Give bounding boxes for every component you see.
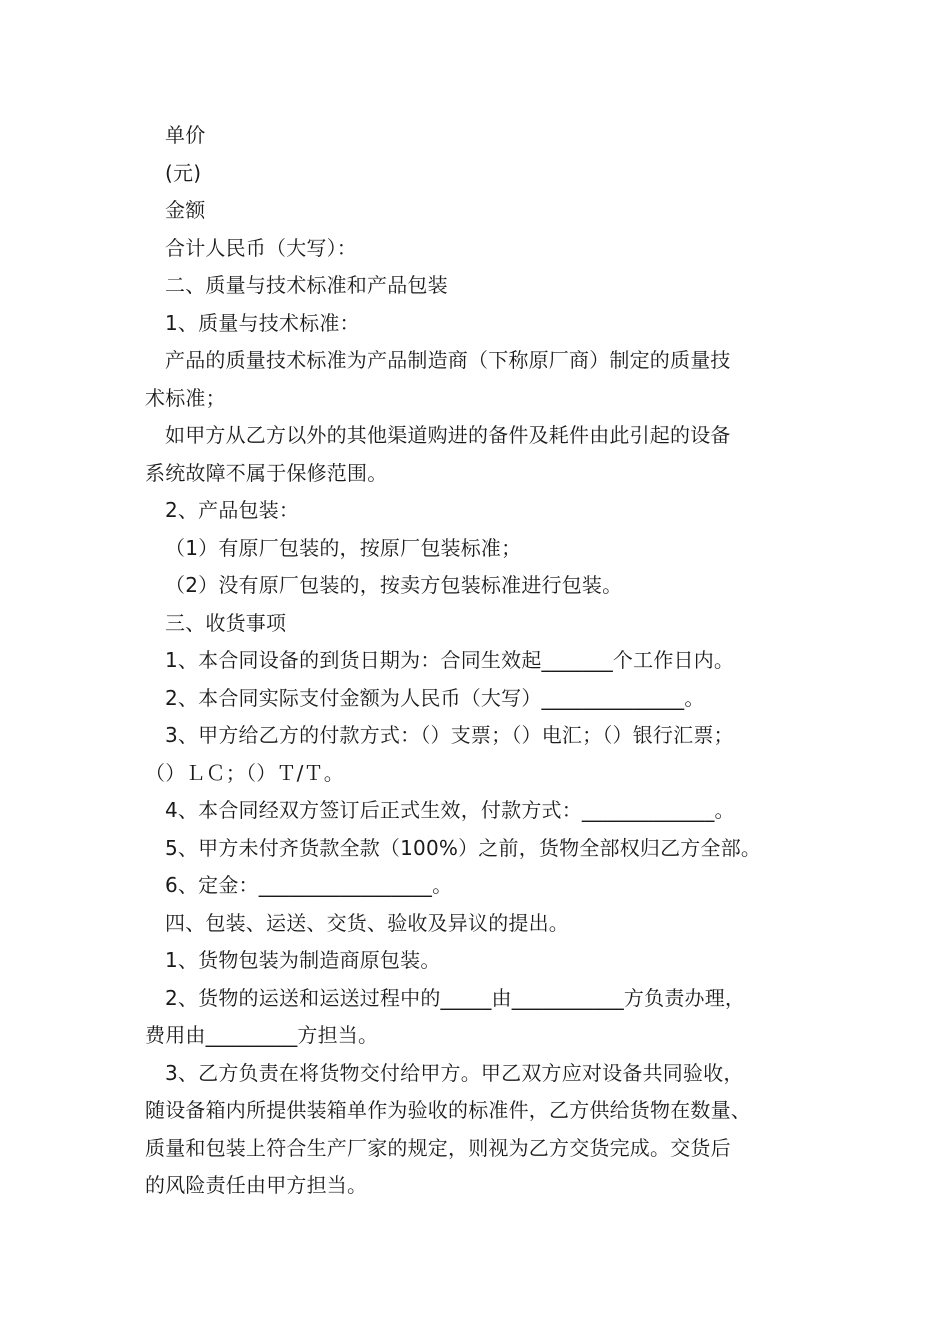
paragraph-line: 产品的质量技术标准为产品制造商（下称原厂商）制定的质量技	[165, 348, 731, 372]
paragraph-line: 质量和包装上符合生产厂家的规定，则视为乙方交货完成。交货后	[145, 1135, 731, 1160]
document-body	[145, 117, 825, 1205]
clause-line: 4、本合同经双方签订后正式生效，付款方式：_____________。	[165, 798, 735, 822]
text-line: 金额	[165, 198, 206, 222]
list-item: （2）没有原厂包装的，按卖方包装标准进行包装。	[165, 573, 623, 597]
section-heading: 四、包装、运送、交货、验收及异议的提出。	[165, 910, 569, 935]
section-heading: 三、收货事项	[165, 610, 287, 635]
clause-line: 2、本合同实际支付金额为人民币（大写）______________。	[165, 685, 705, 710]
clause-line: 1、本合同设备的到货日期为：合同生效起_______个工作日内。	[165, 648, 735, 672]
subsection-heading: 1、质量与技术标准：	[165, 310, 360, 335]
paragraph-line: 3、乙方负责在将货物交付给甲方。甲乙双方应对设备共同验收，	[165, 1060, 744, 1085]
text-line: 单价	[165, 123, 206, 147]
clause-line: 1、货物包装为制造商原包装。	[165, 948, 441, 972]
paragraph-line: 系统故障不属于保修范围。	[145, 460, 388, 485]
clause-line: 6、定金：_________________。	[165, 873, 453, 897]
text-line: 合计人民币（大写）：	[165, 235, 357, 260]
list-item: （1）有原厂包装的，按原厂包装标准；	[165, 535, 522, 560]
clause-line: 费用由_________方担当。	[145, 1023, 379, 1047]
clause-line: 3、甲方给乙方的付款方式：（）支票；（）电汇；（）银行汇票；	[165, 723, 734, 747]
paragraph-line: 术标准；	[145, 385, 226, 410]
paragraph-line: 随设备箱内所提供装箱单作为验收的标准件，乙方供给货物在数量、	[145, 1098, 751, 1122]
paragraph-line: 如甲方从乙方以外的其他渠道购进的备件及耗件由此引起的设备	[165, 423, 731, 447]
section-heading: 二、质量与技术标准和产品包装	[165, 273, 448, 297]
paragraph-line: 的风险责任由甲方担当。	[145, 1173, 368, 1197]
text-line: (元)	[165, 160, 202, 185]
clause-line: 5、甲方未付齐货款全款（100%）之前，货物全部权归乙方全部。	[165, 835, 762, 860]
clause-line: 2、货物的运送和运送过程中的_____由___________方负责办理，	[165, 985, 746, 1010]
clause-line: （）ＬＣ；（）Ｔ/Ｔ。	[145, 760, 344, 785]
subsection-heading: 2、产品包装：	[165, 498, 300, 522]
